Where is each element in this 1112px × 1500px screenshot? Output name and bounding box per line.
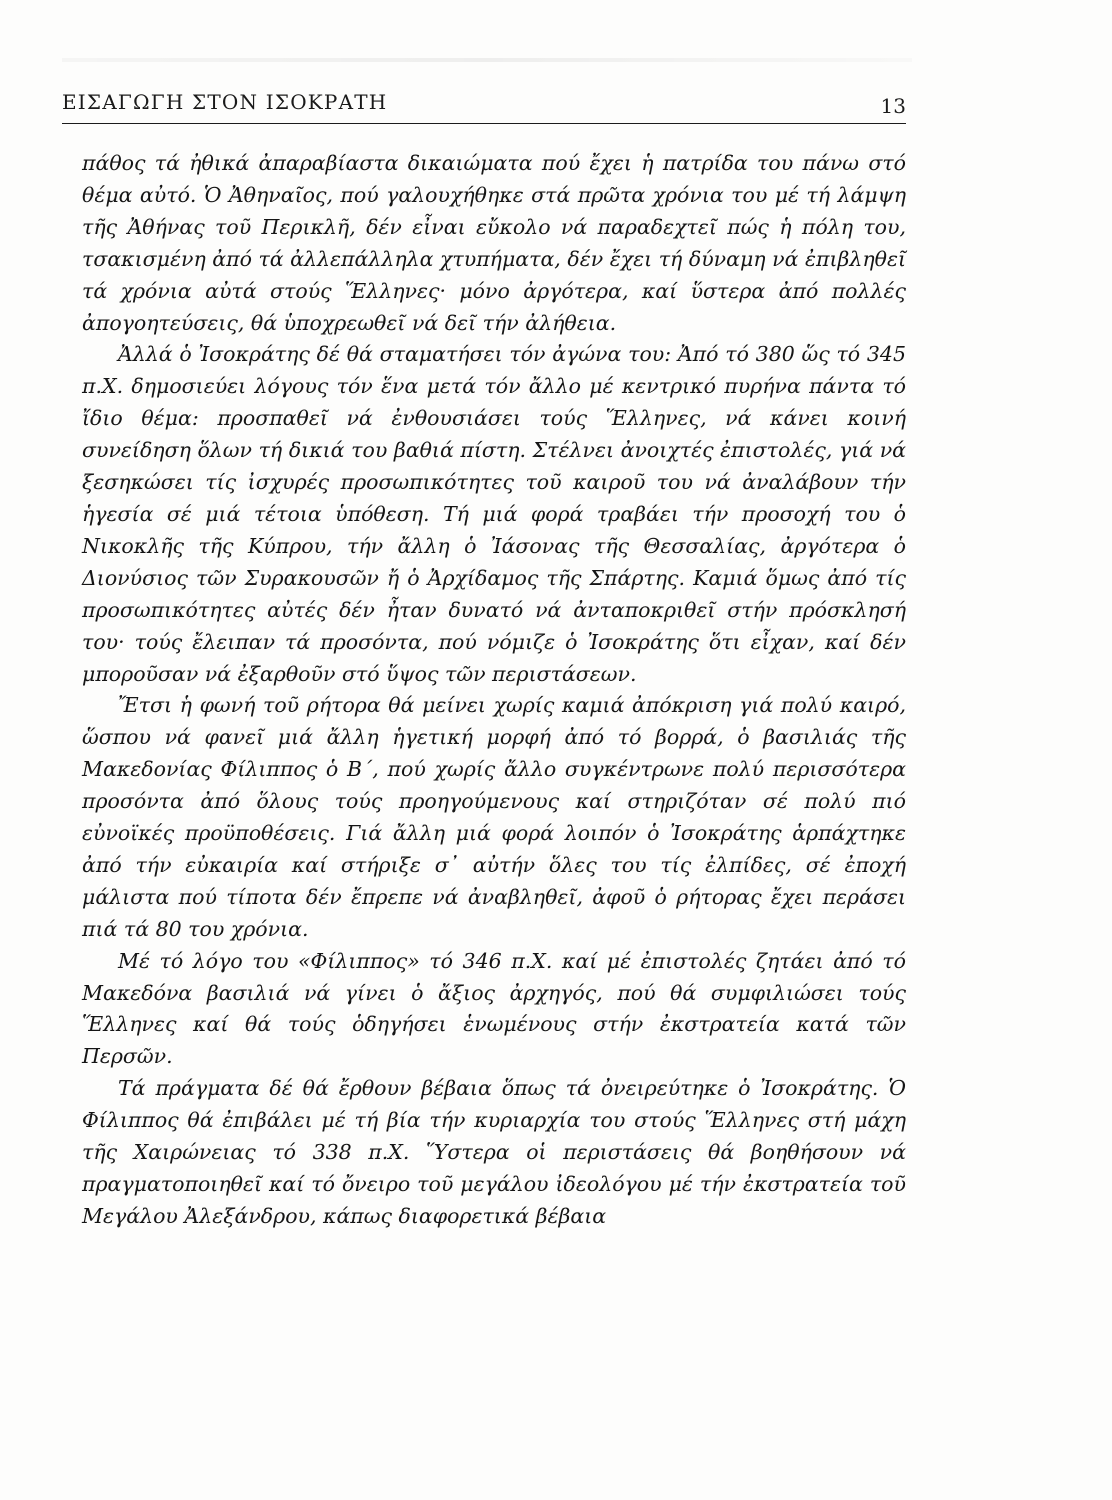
- paragraph-5: Τά πράγματα δέ θά ἔρθουν βέβαια ὅπως τά ὀνειρεύτηκε ὁ Ἰσοκράτης. Ὁ Φίλιππος θά ἐπιβάλει μέ τή βία τήν κυριαρχία του στούς Ἕλληνες στή μάχη τῆς Χαιρώνειας τό 338 π.Χ. Ὕστερα οἱ περιστάσεις θά βοηθήσουν νά πραγματοποιηθεῖ καί τό ὄνειρο τοῦ μεγάλου ἰδεολόγου μέ τήν ἐκστρατεία τοῦ Μεγάλου Ἀλεξάνδρου, κάπως διαφορετικά βέβαια: [82, 1076, 906, 1228]
- paragraph-1: πάθος τά ἠθικά ἀπαραβίαστα δικαιώματα πού ἔχει ἡ πατρίδα του πάνω στό θέμα αὐτό. Ὁ Ἀθηναῖος, πού γαλουχήθηκε στά πρῶτα χρόνια του μέ τή λάμψη τῆς Ἀθήνας τοῦ Περικλῆ, δέν εἶναι εὔκολο νά παραδεχτεῖ πώς ἡ πόλη του, τσακισμένη ἀπό τά ἀλλεπάλληλα χτυπήματα, δέν ἔχει τή δύναμη νά ἐπιβληθεῖ τά χρόνια αὐτά στούς Ἕλληνες· μόνο ἀργότερα, καί ὕστερα ἀπό πολλές ἀπογοητεύσεις, θά ὑποχρεωθεῖ νά δεῖ τήν ἀλήθεια.: [82, 151, 906, 335]
- body-text: [82, 148, 906, 1233]
- paragraph-4: Μέ τό λόγο του «Φίλιππος» τό 346 π.Χ. καί μέ ἐπιστολές ζητάει ἀπό τό Μακεδόνα βασιλιά νά γίνει ὁ ἄξιος ἀρχηγός, πού θά συμφιλιώσει τούς Ἕλληνες καί θά τούς ὁδηγήσει ἑνωμένους στήν ἐκστρατεία κατά τῶν Περσῶν.: [82, 948, 906, 1069]
- page-number: 13: [880, 94, 906, 118]
- header-rule: [62, 123, 906, 124]
- running-title: ΕΙΣΑΓΩΓΗ ΣΤΟΝ ΙΣΟΚΡΑΤΗ: [62, 90, 388, 114]
- running-header: [62, 88, 906, 122]
- bleed-through-shadow: [62, 58, 912, 62]
- paragraph-3: Ἔτσι ἡ φωνή τοῦ ρήτορα θά μείνει χωρίς καμιά ἀπόκριση γιά πολύ καιρό, ὥσπου νά φανεῖ μιά ἄλλη ἡγετική μορφή ἀπό τό βορρά, ὁ βασιλιάς τῆς Μακεδονίας Φίλιππος ὁ Β΄, πού χωρίς ἄλλο συγκέντρωνε πολύ περισσότερα προσόντα ἀπό ὅλους τούς προηγούμενους καί στηριζόταν σέ πολύ πιό εὐνοϊκές προϋποθέσεις. Γιά ἄλλη μιά φορά λοιπόν ὁ Ἰσοκράτης ἁρπάχτηκε ἀπό τήν εὐκαιρία καί στήριξε σ᾽ αὐτήν ὅλες του τίς ἐλπίδες, σέ ἐποχή μάλιστα πού τίποτα δέν ἔπρεπε νά ἀναβληθεῖ, ἀφοῦ ὁ ρήτορας ἔχει περάσει πιά τά 80 του χρόνια.: [82, 693, 906, 941]
- paragraph-2: Ἀλλά ὁ Ἰσοκράτης δέ θά σταματήσει τόν ἀγώνα του: Ἀπό τό 380 ὥς τό 345 π.Χ. δημοσιεύει λόγους τόν ἕνα μετά τόν ἄλλο μέ κεντρικό πυρήνα πάντα τό ἴδιο θέμα: προσπαθεῖ νά ἐνθουσιάσει τούς Ἕλληνες, νά κάνει κοινή συνείδηση ὅλων τή δικιά του βαθιά πίστη. Στέλνει ἀνοιχτές ἐπιστολές, γιά νά ξεσηκώσει τίς ἰσχυρές προσωπικότητες τοῦ καιροῦ του νά ἀναλάβουν τήν ἡγεσία σέ μιά τέτοια ὑπόθεση. Τή μιά φορά τραβάει τήν προσοχή του ὁ Νικοκλῆς τῆς Κύπρου, τήν ἄλλη ὁ Ἰάσονας τῆς Θεσσαλίας, ἀργότερα ὁ Διονύσιος τῶν Συρακουσῶν ἤ ὁ Ἀρχίδαμος τῆς Σπάρτης. Καμιά ὅμως ἀπό τίς προσωπικότητες αὐτές δέν ἦταν δυνατό νά ἀνταποκριθεῖ στήν πρόσκλησή του· τούς ἔλειπαν τά προσόντα, πού νόμιζε ὁ Ἰσοκράτης ὅτι εἶχαν, καί δέν μποροῦσαν νά ἐξαρθοῦν στό ὕψος τῶν περιστάσεων.: [82, 342, 906, 686]
